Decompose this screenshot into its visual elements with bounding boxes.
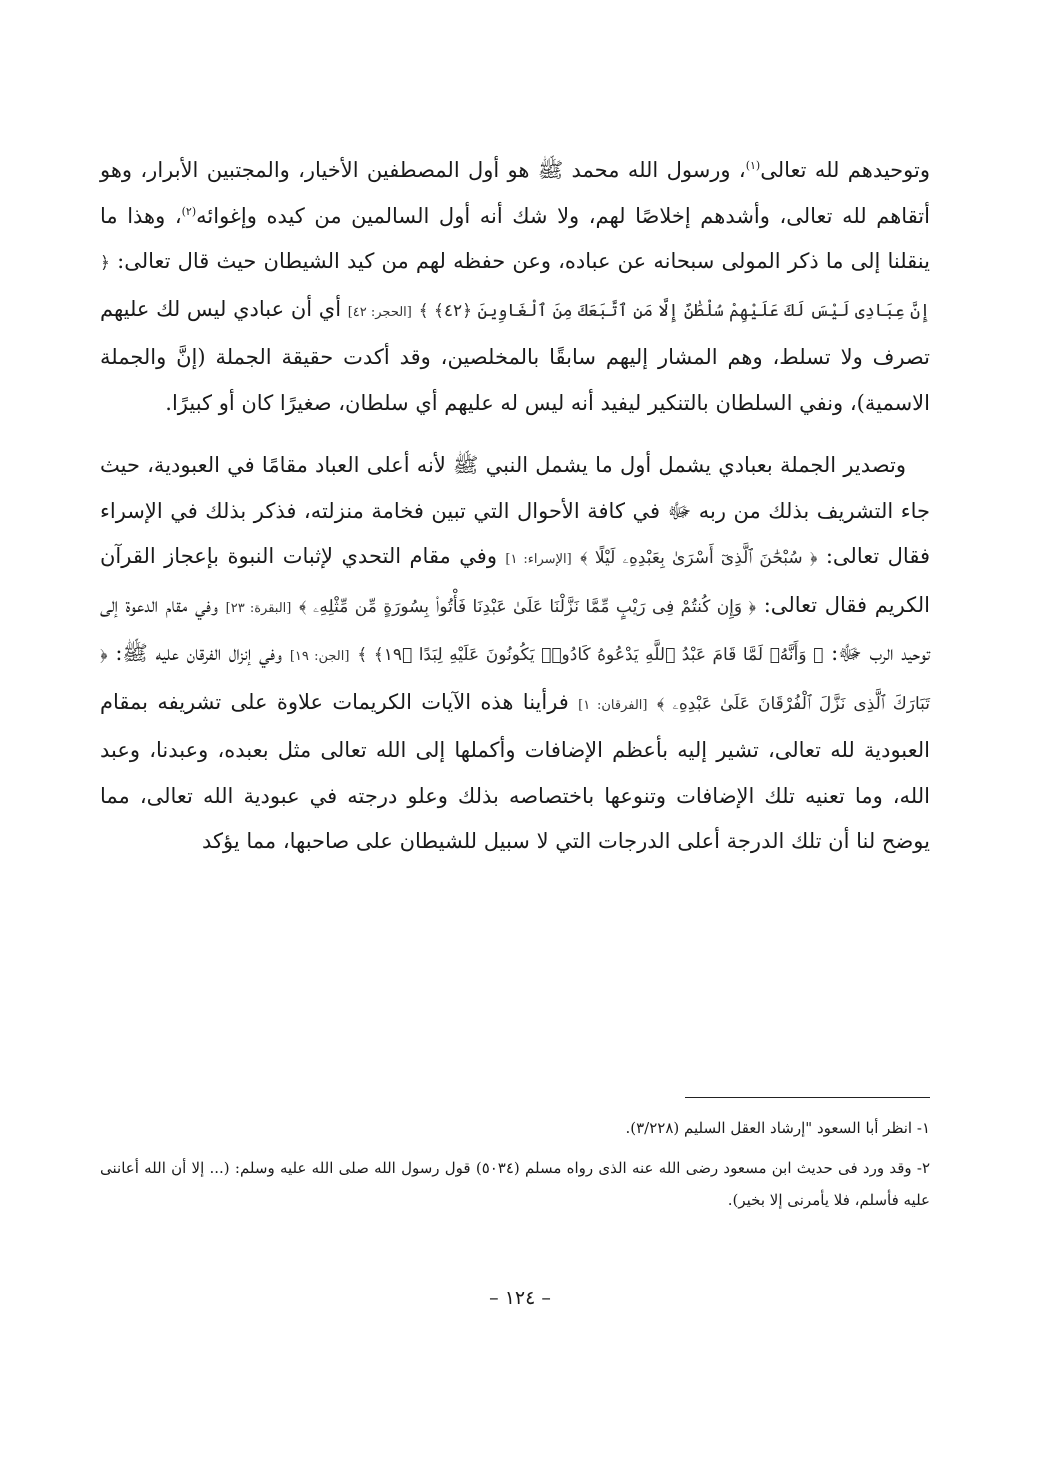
body-text (100, 148, 930, 865)
footnote-ref-2[interactable]: (٢) (181, 204, 197, 218)
verse-reference: [الحجر: ٤٢] (347, 304, 412, 320)
footnote-1: ١- انظر أبا السعود "إرشاد العقل السليم (٣/٢٢٨). (625, 1119, 930, 1137)
text-run: وتصدير الجملة بعبادي يشمل أول ما يشمل النبي ﷺ لأنه أعلى العباد مقامًا في العبودية، حيث جاء التشريف بذلك من ربه ﷻ في كافة الأحوال التي تبين فخامة منزلته، فذكر بذلك في الإسراء فقال تعالى: (100, 453, 930, 568)
paragraph-1 (100, 148, 930, 426)
verse-reference: [الإسراء: ١] (505, 552, 572, 567)
verse-reference: [الفرقان: ١] (578, 697, 648, 713)
quran-verse: ﴿ إِنَّ عِبَادِى لَيْسَ لَكَ عَلَيْهِمْ سُلْطَٰنٌ إِلَّا مَنِ ٱتَّبَعَكَ مِنَ ٱلْغَاوِينَ ﴿٤٢﴾ ﴾ (100, 253, 930, 321)
verse-reference: [البقرة: ٢٣] (225, 600, 292, 616)
page-number: – ١٢٤ – (489, 1287, 551, 1309)
text-run: ، ورسول الله محمد ﷺ هو أول المصطفين الأخيار، والمجتبين الأبرار، وهو أتقاهم لله تعالى، وأشدهم إخلاصًا لهم، ولا شك أنه أول السالمين من كيده وإغوائه (100, 158, 930, 228)
quran-verse: ﴿ وَأَنَّهُۥ لَمَّا قَامَ عَبْدُ ٱللَّهِ يَدْعُوهُ كَادُوا۟ يَكُونُونَ عَلَيْهِ لِبَدًا ﴿١٩﴾ ﴾ (357, 645, 824, 665)
footnote-ref-1[interactable]: (١) (745, 159, 761, 172)
text-run: وفي مقام التحدي لإثبات النبوة بإعجاز القرآن الكريم فقال تعالى: (100, 544, 930, 617)
text-run: وفي إنزال الفرقان عليه ﷺ: (107, 641, 290, 665)
quran-verse: ﴿ سُبْحَٰنَ ٱلَّذِىٓ أَسْرَىٰ بِعَبْدِهِۦ لَيْلًا ﴾ (580, 548, 818, 568)
footnote-2: ٢- وقد ورد فى حديث ابن مسعود رضى الله عنه الذى رواه مسلم (٥٠٣٤) قول رسول الله صلى الله عليه وسلم: (... إلا أن الله أعاننى عليه فأسلم، فلا يأمرنى إلا بخير). (100, 1159, 930, 1209)
footnotes (100, 1112, 930, 1224)
paragraph-2 (100, 443, 930, 865)
text-run: فرأينا هذه الآيات الكريمات علاوة على تشريفه بمقام العبودية لله تعالى، تشير إليه بأعظم الإضافات وأكملها إلى الله تعالى مثل بعبده، وعبدنا، وعبد الله، وما تعنيه تلك الإضافات وتنوعها باختصاصه بذلك وعلو درجته في عبودية الله تعالى، مما يوضح لنا أن تلك الدرجة أعلى الدرجات التي لا سبيل للشيطان على صاحبها، مما يؤكد (100, 689, 930, 853)
verse-reference: [الجن: ١٩] (289, 649, 350, 664)
quran-verse: ﴿ تَبَارَكَ ٱلَّذِى نَزَّلَ ٱلْفُرْقَانَ عَلَىٰ عَبْدِهِۦ ﴾ (100, 645, 930, 714)
text-run: وفي مقام الدعوة إلى توحيد الرب ﷻ: (100, 592, 930, 665)
text-run: ، وهذا ما ينقلنا إلى ما ذكر المولى سبحانه عن عباده، وعن حفظه لهم من كيد الشيطان حيث قال تعالى: (100, 203, 930, 273)
text-run: أي أن عبادي ليس لك عليهم تصرف ولا تسلط، وهم المشار إليهم سابقًا بالمخلصين، وقد أكدت حقيقة الجملة (إنَّ والجملة الاسمية)، ونفي السلطان بالتنكير ليفيد أنه ليس له عليهم أي سلطان، صغيرًا كان أو كبيرًا. (99, 296, 930, 415)
text-run: وتوحيدهم لله تعالى (760, 158, 930, 182)
footnote-divider (685, 1097, 930, 1098)
quran-verse: ﴿ وَإِن كُنتُمْ فِى رَيْبٍ مِّمَّا نَزَّلْنَا عَلَىٰ عَبْدِنَا فَأْتُوا۟ بِسُورَةٍ مِّن مِّثْلِهِۦ ﴾ (299, 596, 757, 617)
